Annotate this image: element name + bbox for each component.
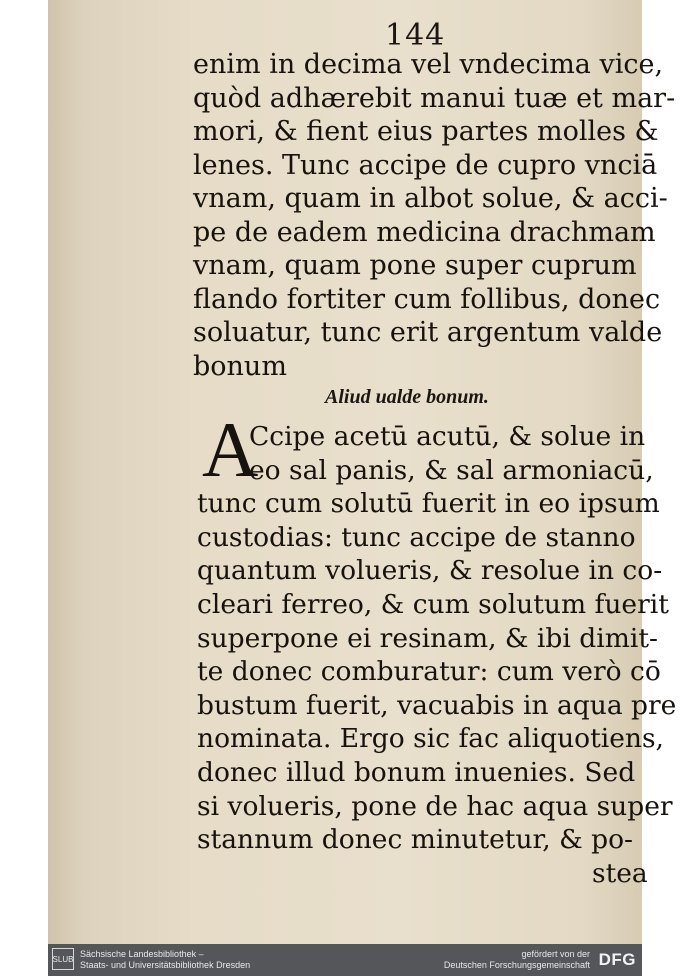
paragraph-1 [193,48,676,383]
text-line: stannum donec minutetur, & po- [197,824,634,856]
text-line: custodias: tunc accipe de stanno [197,521,636,553]
library-credit [80,949,250,971]
text-line: vnam, quam pone super cuprum [193,250,637,281]
text-line: si volueris, pone de hac aqua super [197,790,673,822]
text-line: enim in decima vel vndecima vice, [193,49,664,80]
text-line: pe de eadem medicina drachmam [193,216,656,248]
page-number: 144 [385,18,446,53]
text-line: te donec comburatur: cum verò cō [197,656,661,688]
paragraph-2 [197,420,677,890]
text-line: mori, & fient eius partes molles & [193,116,659,147]
text-line: cleari ferreo, & cum solutum fuerit [197,588,669,620]
text-line: bonum [193,350,287,382]
text-line: flando fortiter cum follibus, donec [193,283,661,315]
text-line: superpone ei resinam, & ibi dimit- [197,622,658,654]
text-line: vnam, quam in albot solue, & acci- [193,183,668,214]
library-name-line2: Staats- und Universitätsbibliothek Dresden [80,960,251,970]
text-line: Ccipe acetū acutū, & solue in [249,421,646,452]
text-line: donec illud bonum inuenies. Sed [197,756,636,788]
text-line: soluatur, tunc erit argentum valde [193,317,663,348]
text-line: tunc cum solutū fuerit in eo ipsum [197,488,660,520]
text-line: lenes. Tunc accipe de cupro vnciā [193,149,658,181]
slub-logo: SLUB [52,948,74,970]
text-line: quantum volueris, & resolue in co- [197,555,663,587]
funding-line2: Deutschen Forschungsgemeinschaft [443,960,590,970]
funding-line1: gefördert von der [521,949,590,959]
drop-cap: A [202,406,259,493]
text-line: bustum fuerit, vacuabis in aqua pre [197,689,677,721]
text-line: stea [592,857,648,889]
funding-credit [444,949,590,971]
library-footer-bar [48,944,642,976]
text-line: nominata. Ergo sic fac aliquotiens, [197,723,664,755]
library-name-line1: Sächsische Landesbibliothek – [80,949,204,959]
text-line: quòd adhærebit manui tuæ et mar- [193,82,676,114]
text-line: eo sal panis, & sal armoniacū, [249,454,654,486]
dfg-logo: DFG [598,950,636,969]
section-heading: Aliud ualde bonum. [325,386,489,408]
